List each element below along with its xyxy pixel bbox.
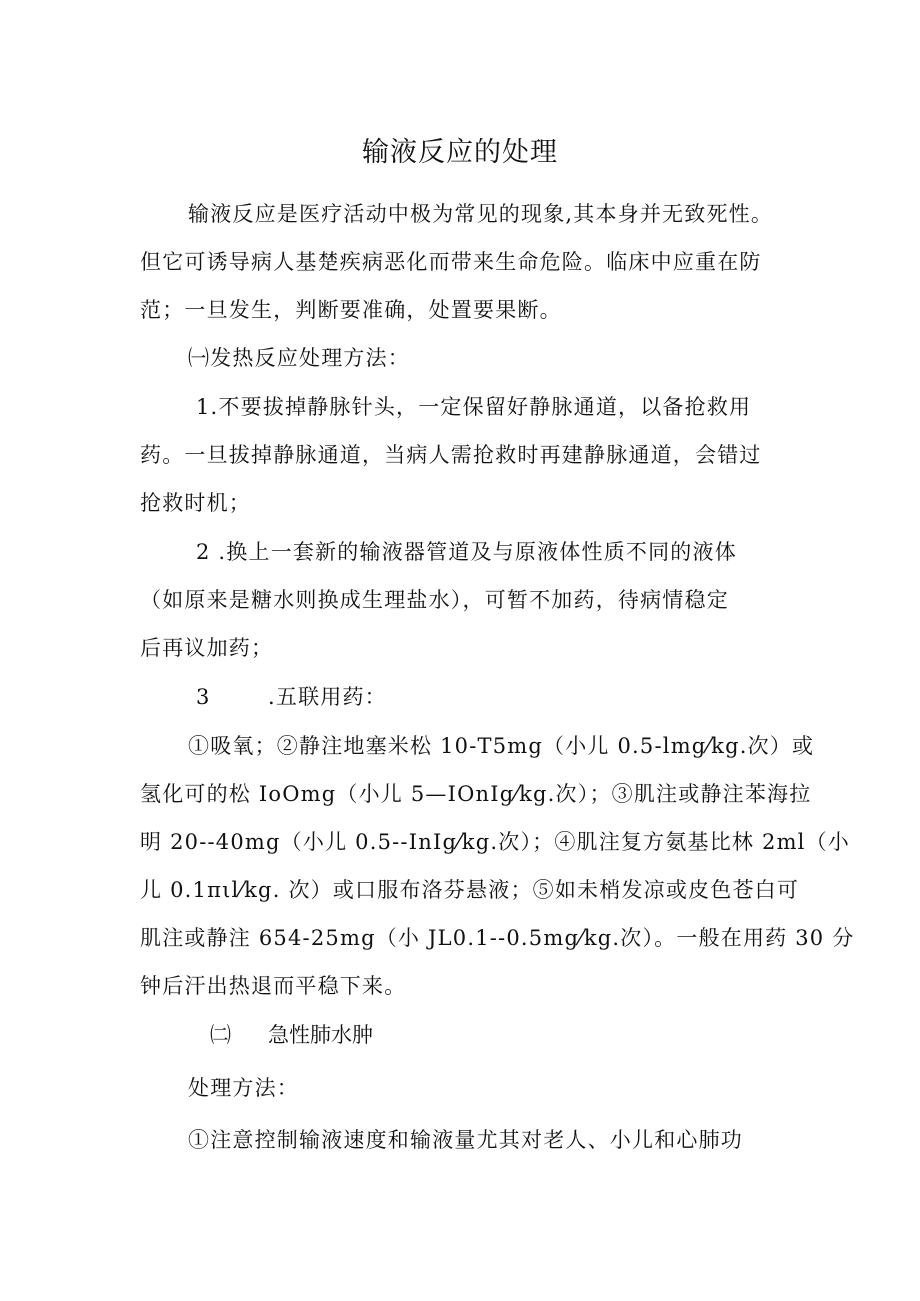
- section2-method-label: 处理方法：: [188, 1076, 299, 1100]
- item2-line-2: （如原来是糖水则换成生理盐水），可暂不加药，待病情稳定: [140, 588, 729, 612]
- document-title: 输液反应的处理: [362, 137, 558, 168]
- item3-label: .五联用药：: [268, 685, 387, 709]
- item1-line-1: 1.不要拔掉静脉针头，一定保留好静脉通道，以备抢救用: [196, 395, 752, 419]
- section2-number: ㈡: [210, 1023, 231, 1047]
- item1-line-2: 药。一旦拔掉静脉通道，当病人需抢救时再建静脉通道，会错过: [140, 443, 762, 467]
- item3-detail-line-2: 氢化可的松 IoOmg（小儿 5—IOnIg⁄kg.次）；③肌注或静注苯海拉: [140, 782, 812, 806]
- section2-line-1: ①注意控制输液速度和输液量尤其对老人、小儿和心肺功: [188, 1128, 743, 1152]
- item3-detail-line-5: 肌注或静注 654-25mg（小 JL0.1--0.5mg⁄kg.次）。一般在用药 30 分: [140, 926, 855, 950]
- item3-detail-line-3: 明 20--40mg（小儿 0.5--InIg⁄kg.次）；④肌注复方氨基比林 2ml（小: [140, 830, 851, 854]
- item2-line-3: 后再议加药；: [140, 636, 274, 660]
- item3-detail-line-1: ①吸氧；②静注地塞米松 10-T5mg（小儿 0.5-lmg⁄kg.次）或: [188, 734, 815, 758]
- intro-line-1: 输液反应是医疗活动中极为常见的现象,其本身并无致死性。: [188, 202, 774, 226]
- item3-detail-line-4: 儿 0.1πιl⁄kg. 次）或口服布洛芬悬液；⑤如未梢发凉或皮色苍白可: [140, 878, 800, 902]
- item3-detail-line-6: 钟后汗出热退而平稳下来。: [140, 974, 407, 998]
- item1-line-3: 抢救时机；: [140, 491, 251, 515]
- item2-line-1: 2 .换上一套新的输液器管道及与原液体性质不同的液体: [196, 540, 737, 564]
- intro-line-3: 范；一旦发生，判断要准确，处置要果断。: [140, 298, 562, 322]
- intro-line-2: 但它可诱导病人基楚疾病恶化而带来生命危险。临床中应重在防: [140, 250, 762, 274]
- section1-heading: ㈠发热反应处理方法：: [188, 346, 410, 370]
- section2-heading: [210, 1020, 373, 1050]
- item3-number: 3: [196, 685, 211, 709]
- section2-title: 急性肺水肿: [268, 1023, 373, 1047]
